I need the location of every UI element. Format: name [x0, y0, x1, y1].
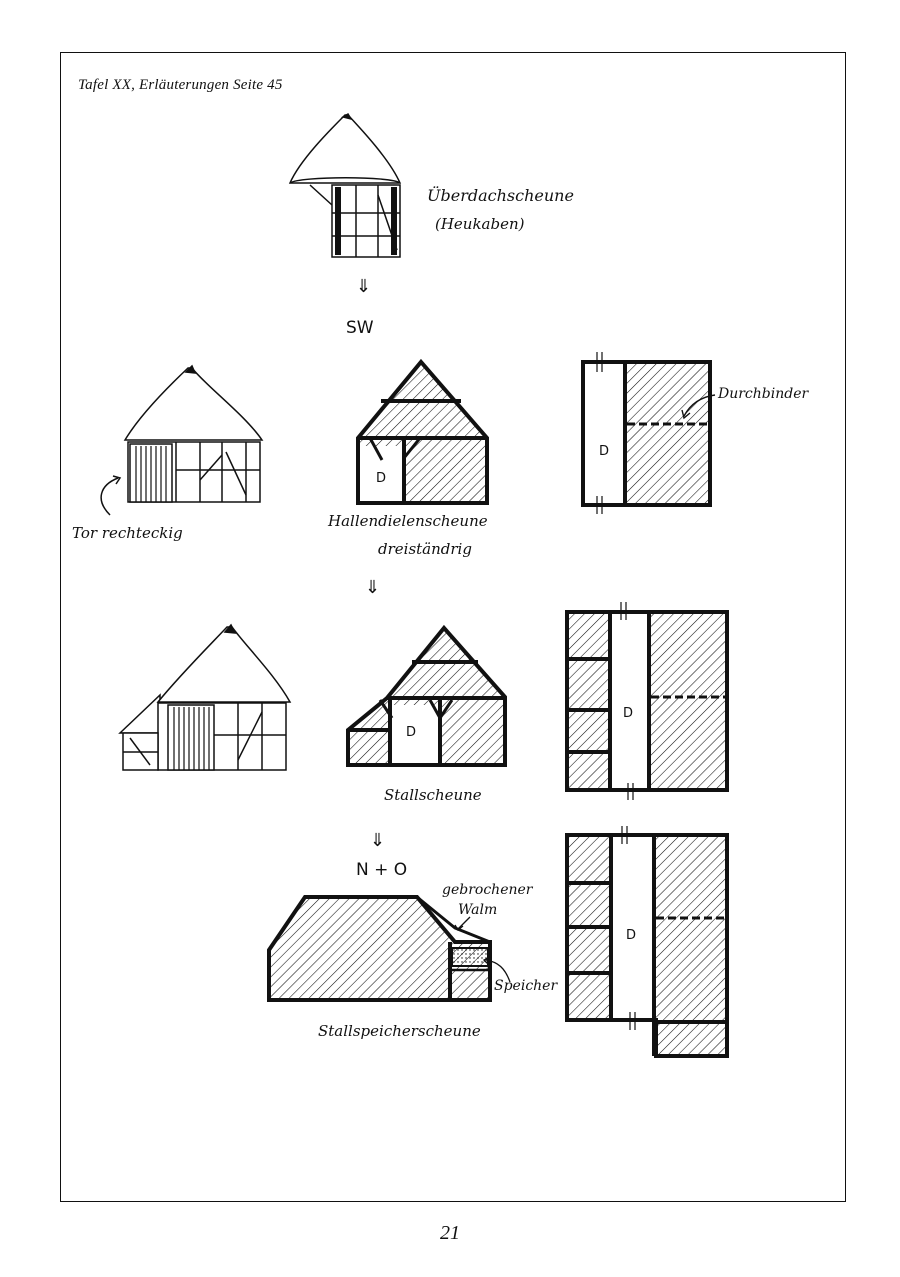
- page-number: 21: [440, 1222, 460, 1244]
- label-stallspeicherscheune: Stallspeicherscheune: [318, 1022, 481, 1040]
- label-walm: Walm: [458, 902, 498, 918]
- label-diele-section-2: D: [406, 725, 417, 740]
- label-diele-plan-3: D: [626, 928, 637, 943]
- label-diele-plan-1: D: [599, 444, 610, 459]
- label-tor-rechteckig: Tor rechteckig: [72, 524, 183, 542]
- label-direction-no: N + O: [356, 860, 408, 880]
- label-direction-sw: SW: [346, 318, 374, 338]
- hay-barrack-sketch: [290, 114, 400, 257]
- stable-barn-sketch: [120, 625, 290, 770]
- label-heukaben: (Heukaben): [435, 215, 525, 233]
- stable-barn-plan: [567, 602, 727, 800]
- arrow-down-3: ⇓: [370, 830, 386, 851]
- label-speicher: Speicher: [494, 978, 558, 994]
- label-hallendielenscheune: Hallendielenscheune: [328, 512, 488, 530]
- stable-barn-section: [348, 628, 505, 765]
- plate-caption: Tafel XX, Erläuterungen Seite 45: [78, 77, 283, 93]
- label-durchbinder: Durchbinder: [718, 386, 809, 402]
- label-ueberdachscheune: Überdachscheune: [427, 186, 574, 205]
- label-gebrochener: gebrochener: [442, 882, 533, 898]
- hall-barn-plan: [583, 352, 715, 514]
- label-stallscheune: Stallscheune: [384, 786, 482, 804]
- label-dreistaendrig: dreiständrig: [378, 540, 472, 558]
- hall-barn-sketch: [101, 366, 262, 515]
- label-diele-section-1: D: [376, 471, 387, 486]
- arrow-down-1: ⇓: [356, 276, 372, 297]
- arrow-down-2: ⇓: [365, 577, 381, 598]
- label-diele-plan-2: D: [623, 706, 634, 721]
- storage-barn-plan: [567, 826, 727, 1056]
